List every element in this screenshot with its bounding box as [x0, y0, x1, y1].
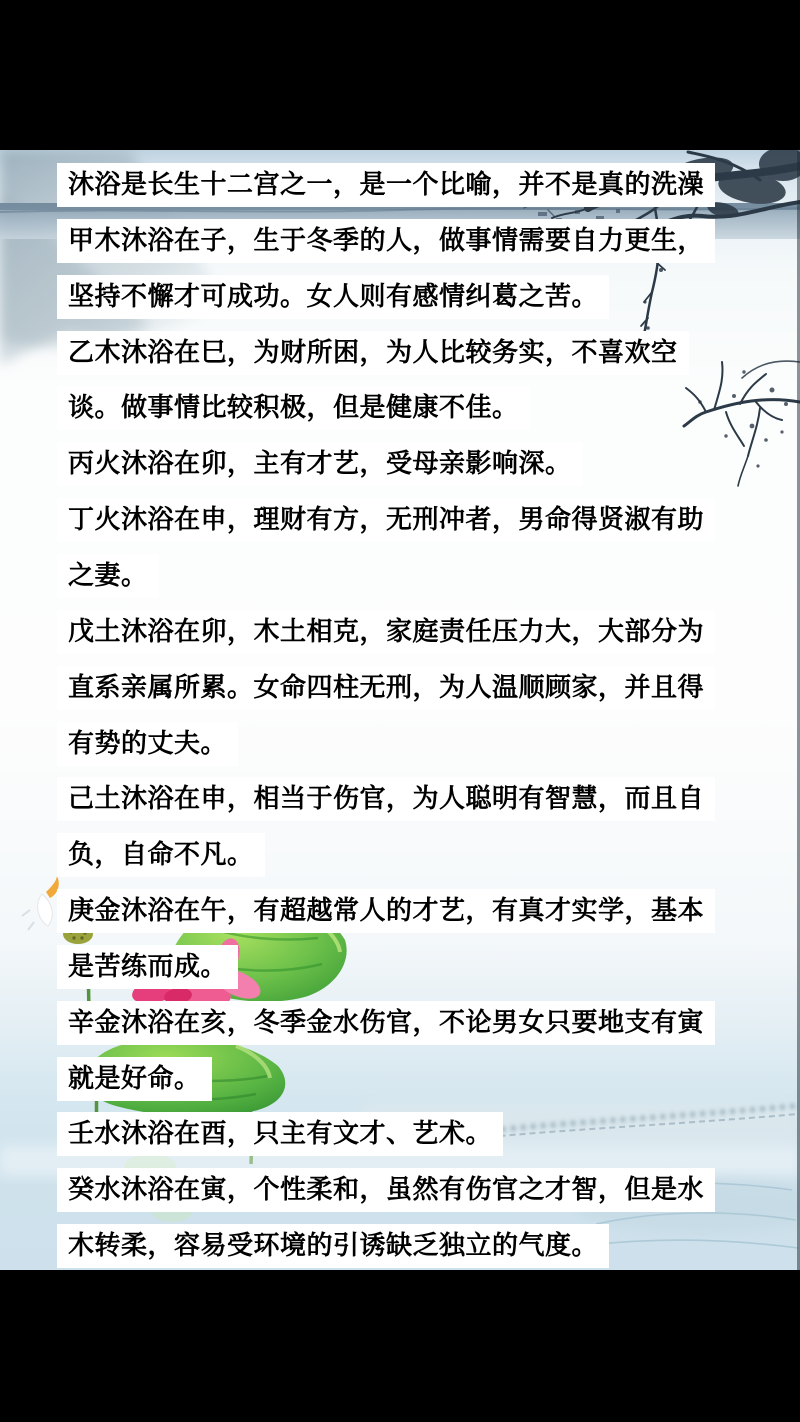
- text-line-17: 就是好命。: [57, 1057, 212, 1101]
- poster-content: [0, 150, 800, 1270]
- text-line-10: 直系亲属所累。女命四柱无刑，为人温顺顾家，并且得: [57, 666, 715, 710]
- text-line-5: 谈。做事情比较积极，但是健康不佳。: [57, 386, 530, 430]
- text-lines: [0, 150, 800, 1270]
- text-line-11: 有势的丈夫。: [57, 722, 238, 766]
- text-line-8: 之妻。: [57, 554, 159, 598]
- text-line-14: 庚金沐浴在午，有超越常人的才艺，有真才实学，基本: [57, 889, 715, 933]
- bottom-letterbox-bar: [0, 1270, 800, 1422]
- text-line-3: 坚持不懈才可成功。女人则有感情纠葛之苦。: [57, 275, 609, 319]
- text-line-18: 壬水沐浴在酉，只主有文才、艺术。: [57, 1112, 503, 1156]
- text-line-19: 癸水沐浴在寅，个性柔和，虽然有伤官之才智，但是水: [57, 1168, 715, 1212]
- text-line-9: 戊土沐浴在卯，木土相克，家庭责任压力大，大部分为: [57, 610, 715, 654]
- text-line-16: 辛金沐浴在亥，冬季金水伤官，不论男女只要地支有寅: [57, 1001, 715, 1045]
- text-line-20: 木转柔，容易受环境的引诱缺乏独立的气度。: [57, 1224, 609, 1268]
- text-line-15: 是苦练而成。: [57, 945, 238, 989]
- text-line-6: 丙火沐浴在卯，主有才艺，受母亲影响深。: [57, 442, 583, 486]
- text-line-4: 乙木沐浴在巳，为财所困，为人比较务实，不喜欢空: [57, 331, 689, 375]
- text-line-1: 沐浴是长生十二宫之一，是一个比喻，并不是真的洗澡: [57, 163, 715, 207]
- text-line-12: 己土沐浴在申，相当于伤官，为人聪明有智慧，而且自: [57, 777, 715, 821]
- text-line-7: 丁火沐浴在申，理财有方，无刑冲者，男命得贤淑有助: [57, 498, 715, 542]
- text-line-2: 甲木沐浴在子，生于冬季的人，做事情需要自力更生，: [57, 219, 715, 263]
- text-line-13: 负，自命不凡。: [57, 833, 265, 877]
- top-letterbox-bar: [0, 0, 800, 150]
